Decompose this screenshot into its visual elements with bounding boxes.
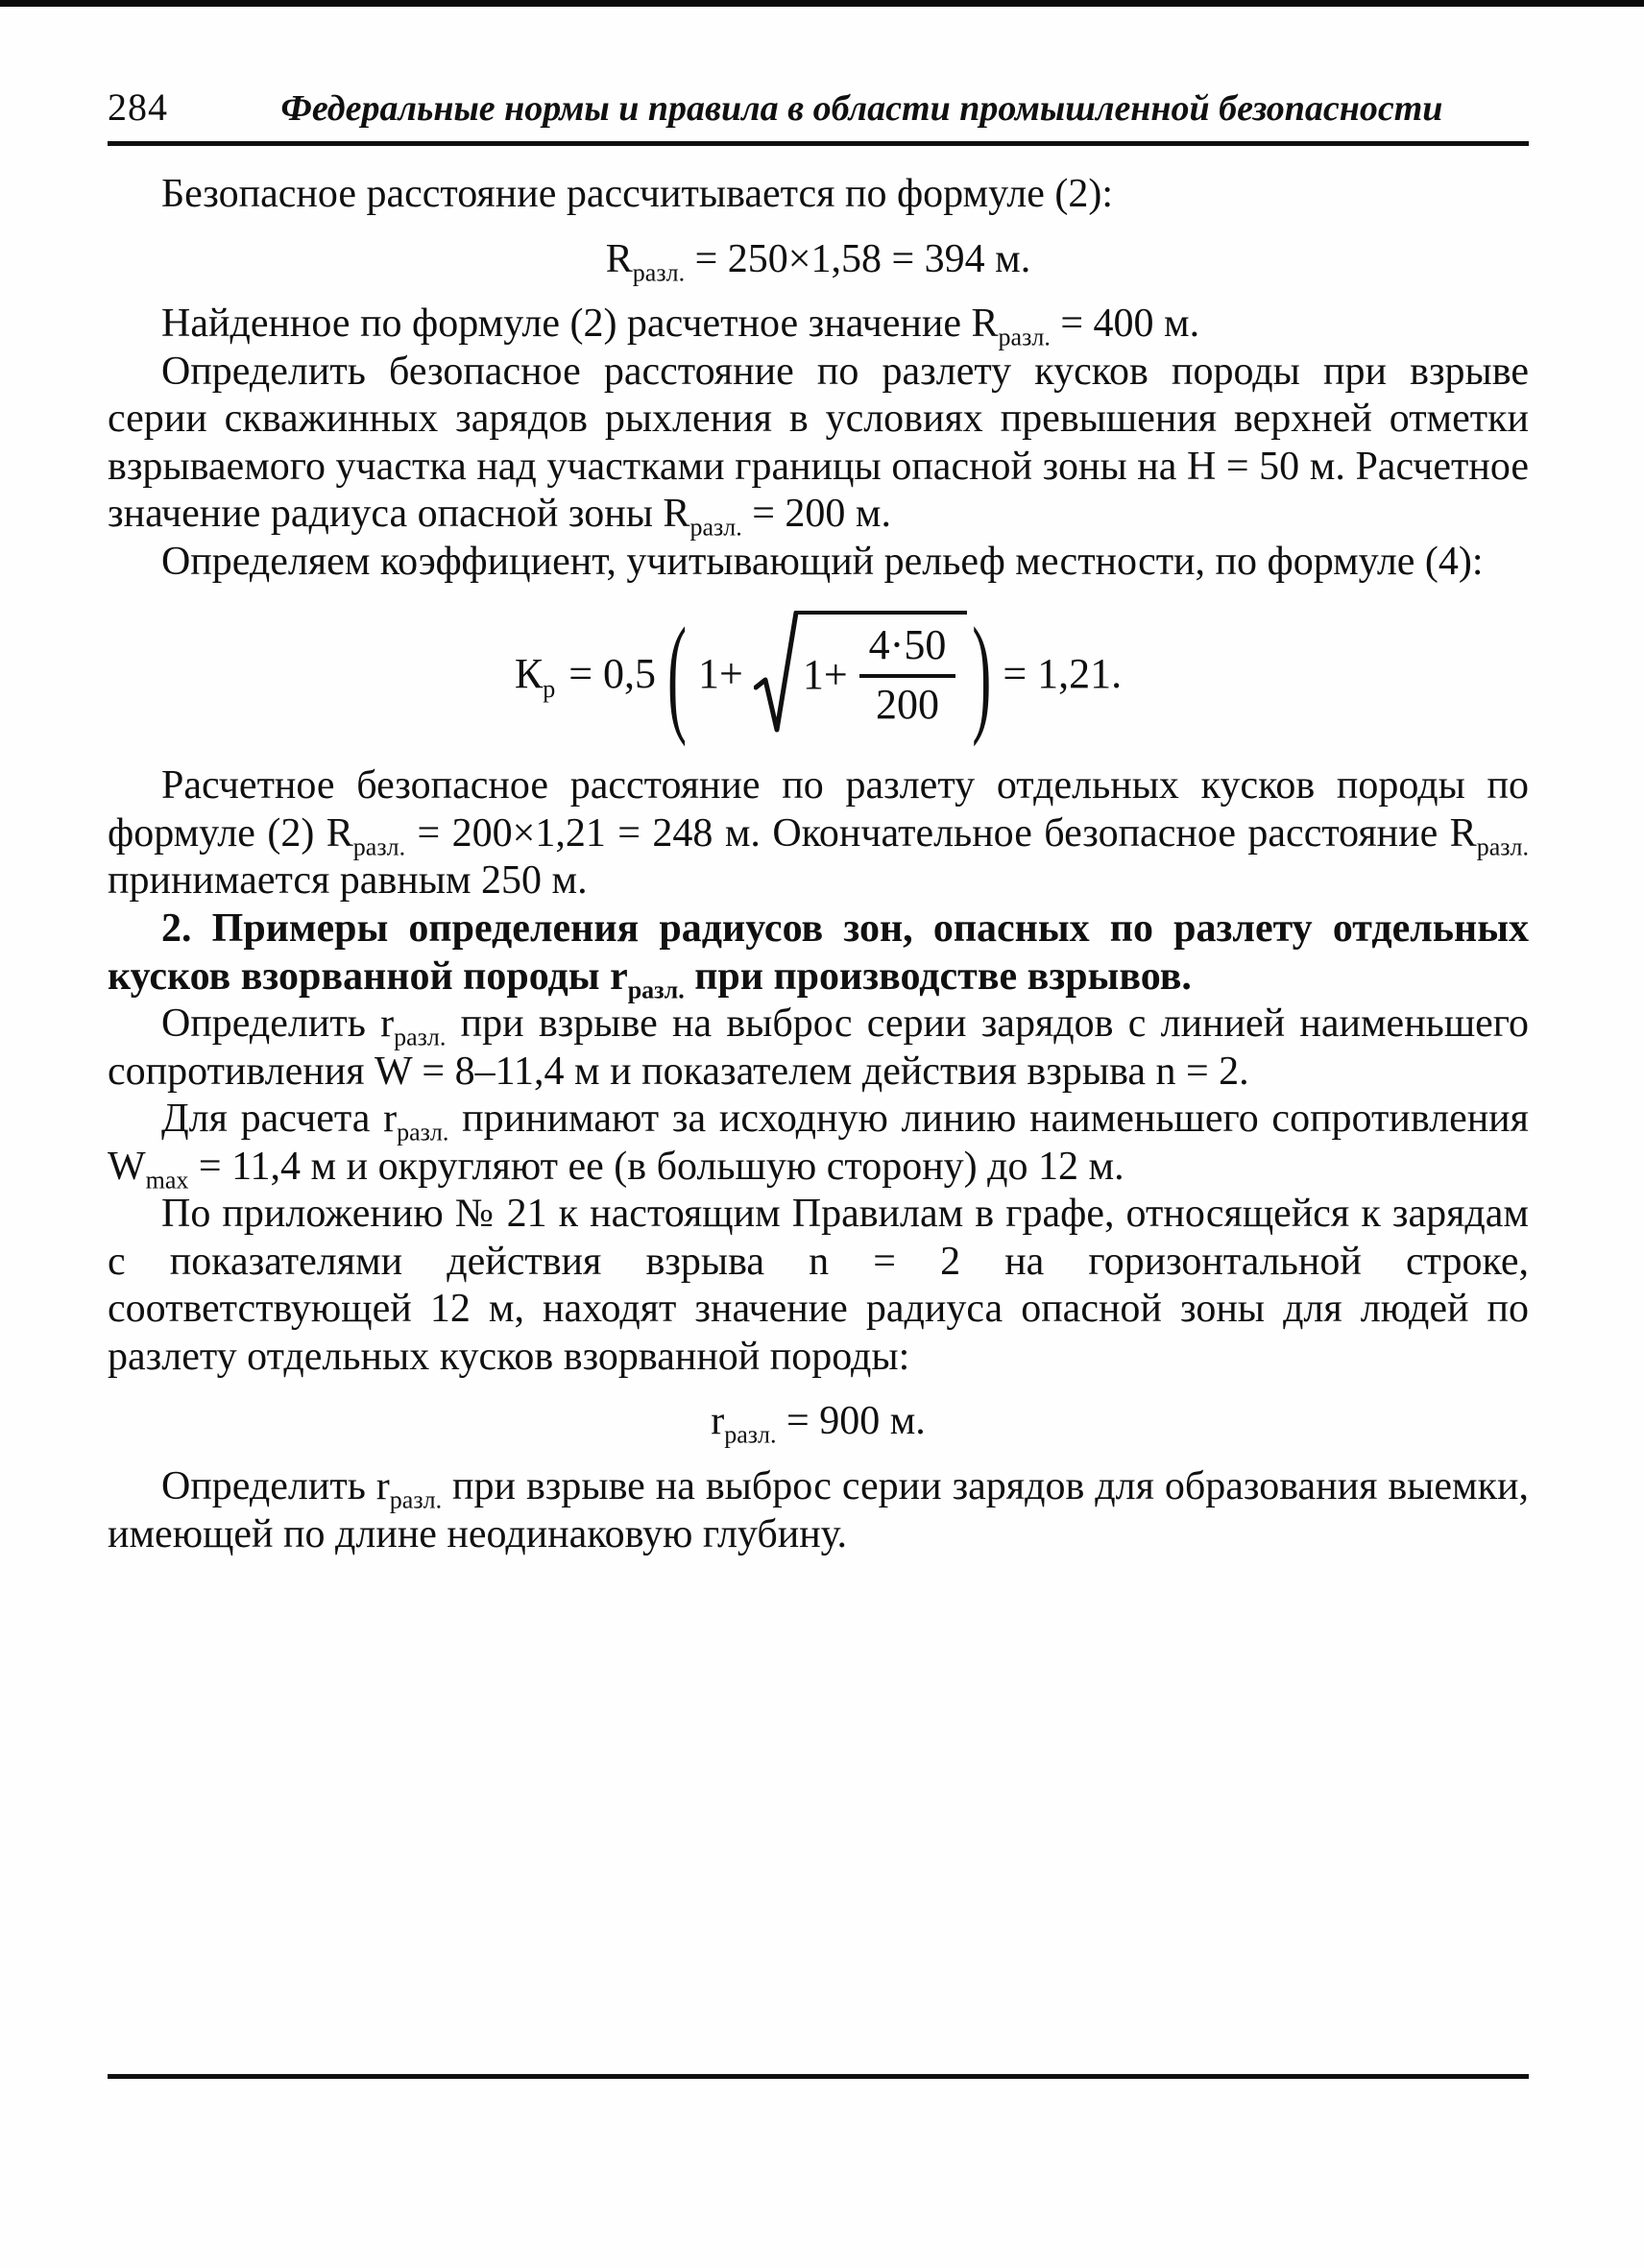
paragraph xyxy=(108,762,1529,905)
text-run: = 200 м. xyxy=(741,492,891,537)
square-root xyxy=(754,611,967,737)
subscript-run: разл. xyxy=(389,1485,443,1514)
radical-icon xyxy=(754,611,798,737)
kp-lhs-subscript: р xyxy=(543,675,556,704)
text-run: = 250×1,58 = 394 м. xyxy=(685,236,1031,281)
text-run: = 400 м. xyxy=(1050,302,1200,347)
kp-coefficient: = 0,5 xyxy=(568,650,657,698)
paragraph xyxy=(108,1463,1529,1558)
text-run: Расчетное безопасное расстояние по разлету отдельных кусков породы по формуле (2) R xyxy=(108,763,1529,856)
kp-result: = 1,21. xyxy=(1003,650,1123,698)
paragraph xyxy=(108,1096,1529,1194)
close-paren: ) xyxy=(972,601,992,748)
text-run: Определяем коэффициент, учитывающий рельеф местности, по формуле (4): xyxy=(161,539,1484,584)
text-run: R xyxy=(605,236,633,281)
header-rule xyxy=(108,141,1529,146)
text-run: при взрыве на выброс серии зарядов для образования выемки, имеющей по длине неодинаковую глубину. xyxy=(108,1464,1530,1556)
text-run: = 11,4 м и округляют ее (в большую сторону) до 12 м. xyxy=(188,1144,1124,1189)
fraction xyxy=(859,620,956,730)
text-run: 2. Примеры определения радиусов зон, опасных по разлету отдельных кусков взорванной породы r xyxy=(108,906,1529,999)
text-run: Безопасное расстояние рассчитывается по формуле (2): xyxy=(161,172,1114,216)
text-run: Определить r xyxy=(161,1001,395,1047)
text-run: По приложению № 21 к настоящим Правилам в графе, относящейся к зарядам с показателями действия взрыва n = 2 на горизонтальной строке, соответствующей 12 м, находят значение радиуса опасной зоны для людей по разлету отдельных кусков взорванной породы: xyxy=(108,1192,1529,1379)
subscript-run: разл. xyxy=(998,323,1051,351)
radicand xyxy=(795,611,967,732)
text-run: при взрыве на выброс серии зарядов с линией наименьшего сопротивления W = 8–11,4 м и показателем действия взрыва n = 2. xyxy=(108,1001,1529,1094)
running-header-title: Федеральные нормы и правила в области промышленной безопасности xyxy=(280,88,1443,129)
kp-inner-prefix: 1+ xyxy=(698,650,743,698)
subscript-run: разл. xyxy=(627,975,685,1003)
kp-lhs-base: К xyxy=(514,650,544,698)
radicand-prefix: 1+ xyxy=(802,651,848,699)
subscript-run: max xyxy=(145,1166,189,1194)
text-run: принимают за исходную линию наименьшего сопротивления W xyxy=(108,1097,1529,1189)
display-formula xyxy=(108,236,1529,284)
scan-edge-artifact xyxy=(0,0,1644,7)
text-run: Для расчета r xyxy=(161,1097,398,1142)
paragraph xyxy=(108,539,1529,587)
page-number: 284 xyxy=(108,85,168,129)
text-run: Найденное по формуле (2) расчетное значение R xyxy=(161,302,999,347)
kp-lhs xyxy=(514,649,556,704)
text-run: Определить безопасное расстояние по разлету кусков породы при взрыве серии скважинных зарядов рыхления в условиях превышения верхней отметки взрываемого участка над участками границы опасной зоны на Н = 50 м. Расчетное значение радиуса опасной зоны R xyxy=(108,349,1529,537)
text-run: r xyxy=(711,1399,725,1444)
paragraph xyxy=(108,301,1529,349)
text-run: принимается равным 250 м. xyxy=(108,858,588,904)
subscript-run: разл. xyxy=(689,513,742,542)
paragraph xyxy=(108,349,1529,542)
subscript-run: разл. xyxy=(394,1023,447,1051)
text-run: = 200×1,21 = 248 м. Окончательное безопасное расстояние R xyxy=(405,810,1477,856)
running-header xyxy=(108,84,1529,130)
open-paren: ( xyxy=(667,601,688,748)
paragraph xyxy=(108,1001,1529,1096)
subscript-run: разл. xyxy=(352,832,406,861)
fraction-numerator: 4·50 xyxy=(859,620,956,678)
display-formula xyxy=(108,1398,1529,1449)
text-run: при производстве взрывов. xyxy=(684,953,1192,999)
footer-rule xyxy=(108,2074,1529,2079)
section-heading xyxy=(108,905,1529,1001)
paragraph xyxy=(108,1191,1529,1381)
text-run: Определить r xyxy=(161,1464,390,1509)
subscript-run: разл. xyxy=(397,1118,449,1146)
text-run: = 900 м. xyxy=(776,1399,926,1444)
paragraph xyxy=(108,171,1529,219)
subscript-run: разл. xyxy=(632,257,686,286)
subscript-run: разл. xyxy=(1476,832,1529,861)
page-body xyxy=(108,171,1529,1558)
formula-kp xyxy=(108,601,1529,748)
fraction-denominator: 200 xyxy=(876,681,939,729)
subscript-run: разл. xyxy=(724,1420,777,1449)
